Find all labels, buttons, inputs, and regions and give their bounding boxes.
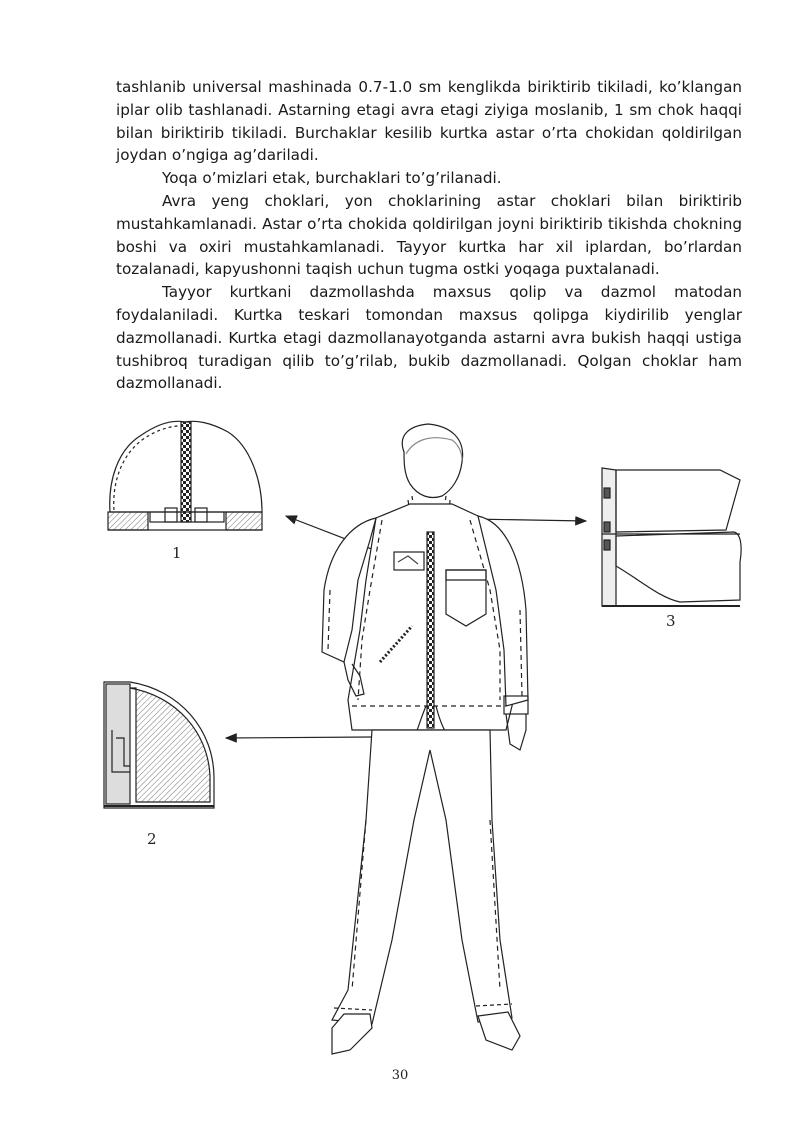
- figure-label-1: 1: [172, 544, 182, 562]
- detail-1-hood: [108, 421, 262, 530]
- figure-label-2: 2: [147, 830, 157, 848]
- detail-2-hem-corner: [104, 682, 214, 808]
- paragraph-1: tashlanib universal mashinada 0.7-1.0 sm kenglikda biriktirib tikiladi, ko’klangan iplar olib tashlanadi. Astarning etagi avra etagi ziyiga moslanib, 1 sm chok haqqi bilan biriktirib tikiladi. Burchaklar kesilib kurtka astar o’rta chokidan qoldirilgan joydan o’ngiga ag’dariladi.: [116, 78, 742, 165]
- man-in-jacket-illustration: [322, 424, 528, 1054]
- paragraph-4: Tayyor kurtkani dazmollashda maxsus qolip va dazmol matodan foydalaniladi. Kurtka teskari tomondan maxsus qolipga kiydirilib yenglar dazmollanadi. Kurtka etagi dazmollanayotganda astarni avra bukish haqqi ustiga tushibroq turadigan qilib to’g’rilab, bukib dazmollanadi. Qolgan choklar ham dazmollanadi.: [116, 283, 742, 393]
- jacket-technical-figure: [0, 400, 800, 1060]
- page-number: 30: [391, 1068, 409, 1083]
- detail-3-cuff: [602, 468, 741, 606]
- paragraph-3: Avra yeng choklari, yon choklarining astar choklari bilan biriktirib mustahkamlanadi. Astar o’rta chokida qoldirilgan joyni biriktirib tikishda chokning boshi va oxiri mustahkamlanadi. Tayyor kurtka har xil iplardan, bo’rlardan tozalanadi, kapyushonni taqish uchun tugma ostki yoqaga puxtalanadi.: [116, 191, 742, 279]
- paragraph-2: Yoqa o’mizlari etak, burchaklari to’g’rilanadi.: [162, 169, 502, 188]
- figure-drawing: [0, 400, 800, 1060]
- figure-label-3: 3: [666, 612, 676, 630]
- body-text: [116, 76, 742, 395]
